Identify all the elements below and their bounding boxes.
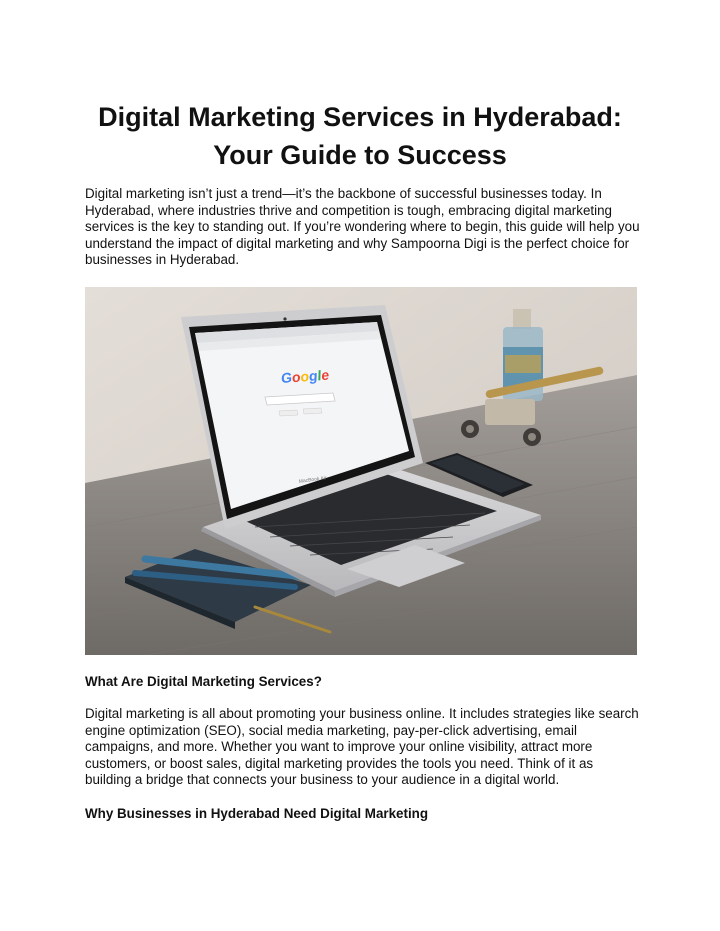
title-line-2: Your Guide to Success: [213, 140, 507, 170]
laptop-photo-illustration: [85, 287, 637, 655]
laptop-brand-label: MacBook Air: [298, 475, 328, 485]
title-line-1: Digital Marketing Services in Hyderabad:: [98, 102, 622, 132]
section-heading-what-are: What Are Digital Marketing Services?: [85, 674, 322, 689]
google-logo: Google: [280, 366, 330, 387]
laptop-photo: [85, 287, 637, 655]
page-title: [60, 98, 660, 174]
section-heading-why-businesses: Why Businesses in Hyderabad Need Digital Marketing: [85, 806, 429, 821]
section-body-what-are: Digital marketing is all about promoting your business online. It includes strategies like search engine optimization (SEO), social media marketing, pay-per-click advertising, email campaigns, and more. Whether you want to improve your online visibility, attract more customers, or boost sales, digital marketing provides the tools you need. Think of it as building a bridge that connects your business to your audience in a digital world.: [85, 706, 639, 788]
intro-paragraph: Digital marketing isn’t just a trend—it’s the backbone of successful businesses today. In Hyderabad, where industries thrive and competition is tough, embracing digital marketing services is the key to standing out. If you’re wondering where to begin, this guide will help you understand the impact of digital marketing and why Sampoorna Digi is the perfect choice for businesses in Hyderabad.: [85, 186, 640, 268]
